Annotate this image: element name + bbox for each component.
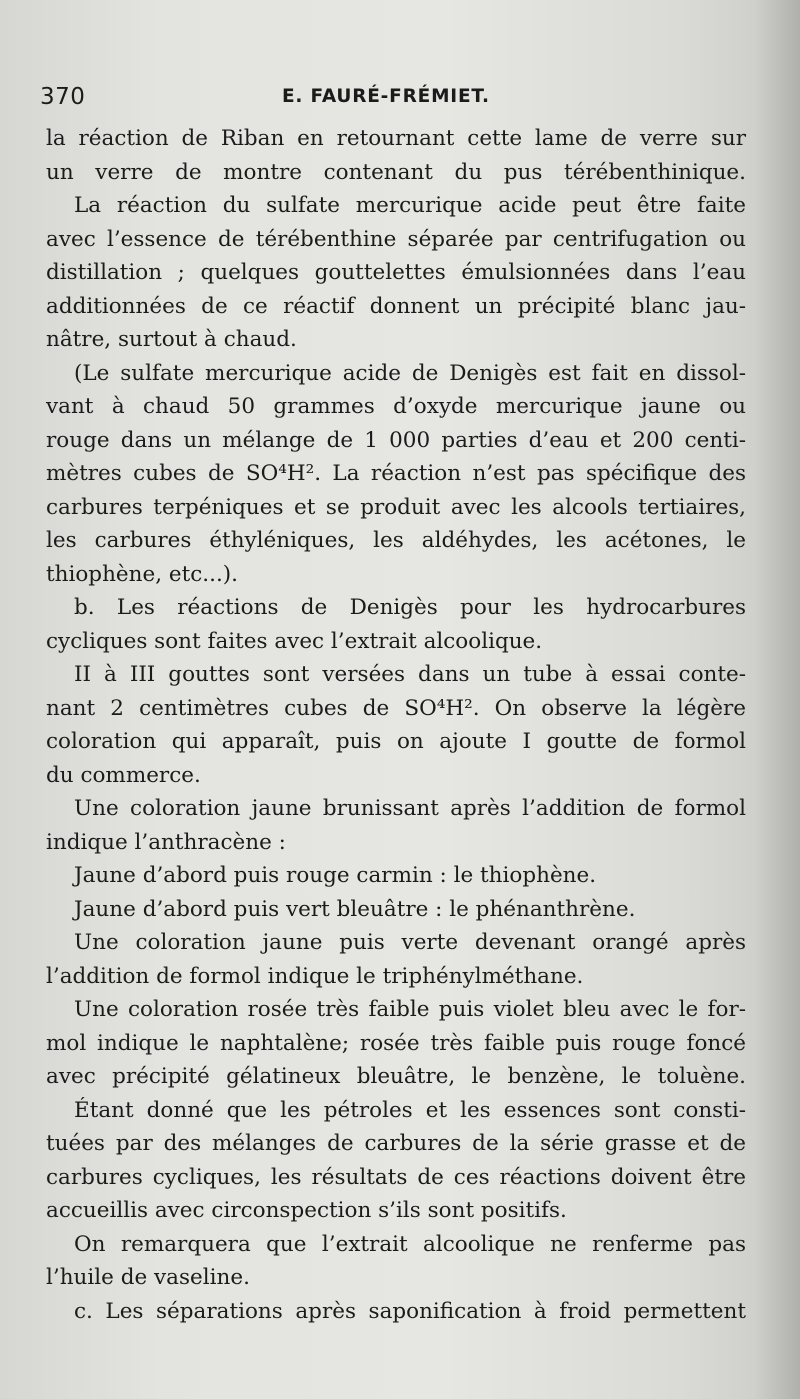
text-line: l’addition de formol indique le triphénylméthane.	[46, 963, 584, 989]
text-line: Une coloration rosée très faible puis violet bleu avec le for-	[74, 997, 746, 1022]
text-line: l’huile de vaseline.	[46, 1265, 250, 1290]
text-line: c. Les séparations après saponification à froid permettent	[74, 1298, 746, 1324]
text-line: Étant donné que les pétroles et les essences sont consti-	[74, 1097, 746, 1123]
text-line: b. Les réactions de Denigès pour les hydrocarbures	[74, 595, 746, 620]
text-line: vant à chaud 50 grammes d’oxyde mercurique jaune ou	[46, 394, 746, 419]
text-line: nâtre, surtout à chaud.	[46, 327, 297, 352]
text-line: mol indique le naphtalène; rosée très faible puis rouge foncé	[46, 1030, 746, 1056]
text-line: tuées par des mélanges de carbures de la série grasse et de	[46, 1131, 746, 1156]
text-line: les carbures éthyléniques, les aldéhydes, les acétones, le	[46, 528, 746, 553]
text-line: accueillis avec circonspection s’ils sont positifs.	[46, 1198, 567, 1223]
text-line: On remarquera que l’extrait alcoolique ne renferme pas	[74, 1231, 746, 1257]
text-line: avec précipité gélatineux bleuâtre, le benzène, le toluène.	[46, 1064, 746, 1089]
text-line: La réaction du sulfate mercurique acide peut être faite	[74, 193, 746, 218]
page-header	[40, 80, 760, 116]
text-line: thiophène, etc...).	[46, 561, 239, 587]
text-line: coloration qui apparaît, puis on ajoute I goutte de formol	[46, 729, 746, 754]
page-edge-shadow	[754, 0, 800, 1399]
page-number: 370	[40, 84, 86, 110]
text-line: Jaune d’abord puis rouge carmin : le thiophène.	[74, 863, 597, 888]
text-line: cycliques sont faites avec l’extrait alcoolique.	[46, 628, 543, 654]
text-line: II à III gouttes sont versées dans un tube à essai conte-	[74, 662, 746, 687]
text-line: distillation ; quelques gouttelettes émulsionnées dans l’eau	[46, 260, 746, 285]
text-line: (Le sulfate mercurique acide de Denigès est fait en dissol-	[74, 360, 746, 386]
text-line: avec l’essence de térébenthine séparée par centrifugation ou	[46, 226, 746, 252]
text-line: mètres cubes de SO⁴H². La réaction n’est pas spécifique des	[46, 461, 746, 486]
text-line: nant 2 centimètres cubes de SO⁴H². On observe la légère	[46, 695, 746, 721]
text-line: rouge dans un mélange de 1 000 parties d’eau et 200 centi-	[46, 427, 746, 453]
text-line: un verre de montre contenant du pus térébenthinique.	[46, 159, 746, 185]
running-head: E. FAURÉ-FRÉMIET.	[282, 86, 490, 107]
text-line: carbures cycliques, les résultats de ces réactions doivent être	[46, 1164, 746, 1190]
text-line: Une coloration jaune brunissant après l’addition de formol	[74, 796, 746, 821]
text-line: indique l’anthracène :	[46, 829, 286, 855]
body-text	[46, 122, 746, 1328]
text-line: Une coloration jaune puis verte devenant orangé après	[74, 930, 746, 955]
text-line: carbures terpéniques et se produit avec les alcools tertiaires,	[46, 494, 746, 520]
text-line: Jaune d’abord puis vert bleuâtre : le phénanthrène.	[74, 896, 636, 922]
text-line: additionnées de ce réactif donnent un précipité blanc jau-	[46, 293, 746, 319]
text-line: du commerce.	[46, 762, 201, 788]
text-line: la réaction de Riban en retournant cette lame de verre sur	[46, 126, 746, 151]
